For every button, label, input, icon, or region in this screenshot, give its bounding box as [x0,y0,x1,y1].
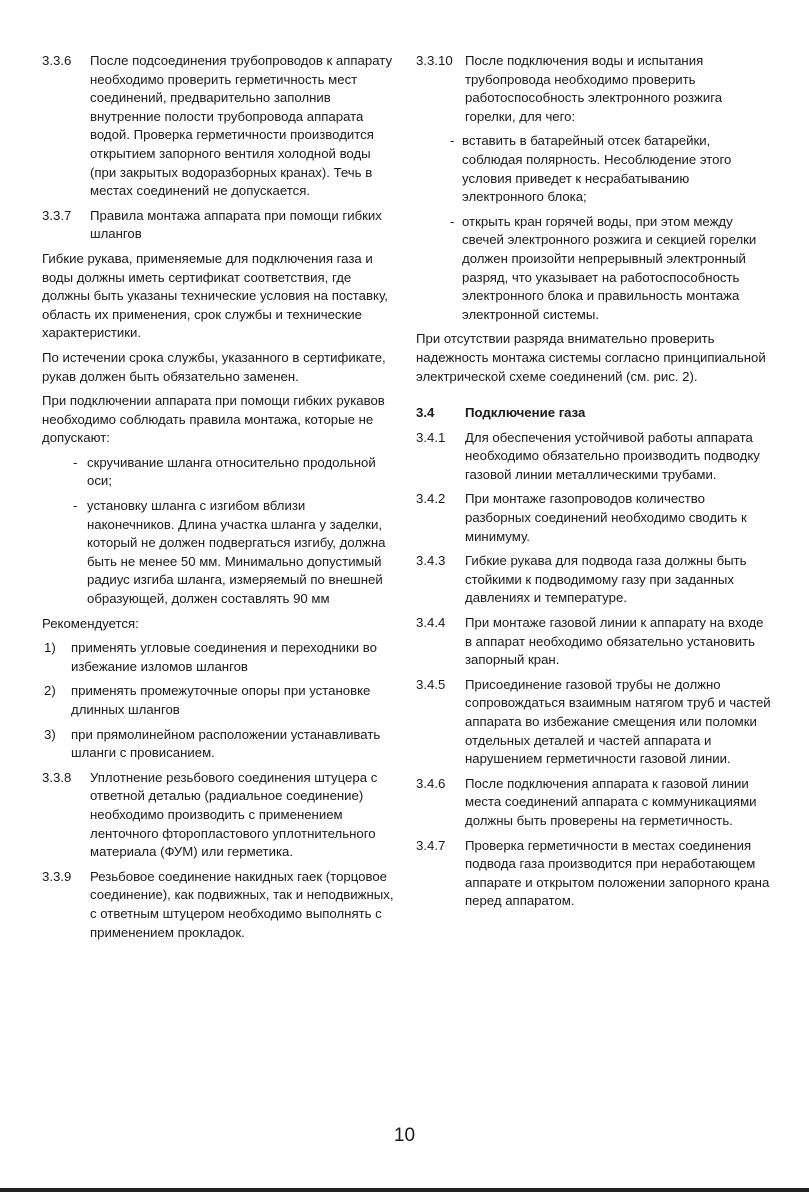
paragraph: По истечении срока службы, указанного в сертификате, рукав должен быть обязательно заменен. [42,349,386,384]
clause-3-3-6 [42,52,396,201]
bullet-text: скручивание шланга относительно продольной оси; [87,454,376,489]
clause-3-3-9 [42,868,396,942]
paragraph: Гибкие рукава, применяемые для подключения газа и воды должны иметь сертификат соответствия, где должны быть указаны технические условия на поставку, область их применения, срок службы и технические характеристики. [42,250,388,341]
clause-number: 3.3.9 [42,868,72,884]
clause-text: При монтаже газопроводов количество разборных соединений необходимо сводить к минимуму. [465,491,747,544]
clause-number: 3.4.3 [416,553,446,569]
section-number: 3.4 [416,405,435,421]
clause-number: 3.4.7 [416,837,446,853]
list-text: применять промежуточные опоры при установке длинных шлангов [71,683,371,717]
clause-number: 3.3.6 [42,53,72,68]
bullet-dash: - [73,498,78,514]
bullet-item [416,132,772,206]
list-text: при прямолинейном расположении устанавливать шланги с провисанием. [71,726,381,761]
bullet-item [42,497,396,609]
bullet-dash: - [450,133,455,149]
clause-3-4-3 [416,552,772,608]
clause-number: 3.4.6 [416,775,446,791]
paragraph: При отсутствии разряда внимательно проверить надежность монтажа системы согласно принципиальной электрической схеме соединений (см. рис. 2). [416,331,766,384]
clause-3-3-8 [42,769,396,862]
clause-text: При монтаже газовой линии к аппарату на входе в аппарат необходимо обязательно установить запорный кран. [465,615,764,668]
clause-3-4-1 [416,429,772,485]
clause-number: 3.3.7 [42,207,72,223]
bullet-item [416,213,772,325]
bullet-text: открыть кран горячей воды, при этом между свечей электронного розжига и секцией горелки должен произойти непрерывный электронный разряд, что указывает на работоспособность электронного блока и правильность монтажа электронной системы. [462,213,757,322]
clause-number: 3.4.2 [416,491,446,507]
paragraph: При подключении аппарата при помощи гибких рукавов необходимо соблюдать правила монтажа, которые не допускают: [42,393,385,446]
list-text: применять угловые соединения и переходники во избежание изломов шлангов [71,640,377,674]
clause-number: 3.4.4 [416,615,446,631]
section-title: Подключение газа [465,405,586,421]
section-heading [416,404,772,423]
right-column [416,52,772,917]
numbered-item [42,682,396,719]
bullet-dash: - [73,454,78,470]
bullet-text: установку шланга с изгибом вблизи наконечников. Длина участка шланга у заделки, который не должен подвергаться изгибу, должна быть не менее 50 мм. Минимально допустимый радиус изгиба шланга, измеряемый по внешней образующей, должен составлять 90 мм [87,498,386,607]
clause-number: 3.3.8 [42,769,72,785]
bullet-item [42,454,396,491]
clause-3-3-7 [42,207,396,244]
clause-text: После подключения аппарата к газовой линии места соединений аппарата с коммуникациями должны быть проверены на герметичность. [465,775,757,828]
bullet-text: вставить в батарейный отсек батарейки, соблюдая полярность. Несоблюдение этого условия приведет к несрабатыванию электронного блока; [462,133,732,205]
bottom-rule [0,1188,809,1192]
recommend-label: Рекомендуется: [42,615,139,631]
clause-number: 3.4.5 [416,676,446,692]
clause-text: Правила монтажа аппарата при помощи гибких шлангов [90,207,382,242]
clause-3-4-7 [416,837,772,911]
page-number: 10 [393,1125,416,1146]
list-number: 2) [44,683,56,699]
clause-text: После подключения воды и испытания трубопровода необходимо проверить работоспособность электронного розжига горелки, для чего: [465,53,723,124]
clause-text: Резьбовое соединение накидных гаек (торцовое соединение), как подвижных, так и неподвижных, с ответным штуцером необходимо выполнять с применением прокладок. [90,868,394,940]
clause-text: Проверка герметичности в местах соединения подвода газа производится при неработающем аппарате и открытом положении запорного крана перед аппаратом. [465,837,770,909]
clause-3-4-2 [416,490,772,546]
clause-3-4-5 [416,676,772,769]
clause-3-4-6 [416,775,772,831]
clause-text: После подсоединения трубопроводов к аппарату необходимо проверить герметичность мест соединений, предварительно заполнив внутренние полости трубопровода аппарата водой. Проверка герметичности производится открытием запорного вентиля холодной воды (при закрытых водоразборных кранах). Течь в местах соединений не допускается. [90,53,393,199]
list-number: 3) [44,726,56,742]
clause-text: Уплотнение резьбового соединения штуцера с ответной деталью (радиальное соединение) необходимо производить с применением ленточного фторопластового уплотнительного материала (ФУМ) или герметика. [90,769,378,860]
clause-number: 3.3.10 [416,53,453,68]
clause-text: Для обеспечения устойчивой работы аппарата необходимо обязательно производить подводку газовой линии металлическими трубами. [465,429,760,482]
clause-text: Присоединение газовой трубы не должно сопровождаться взаимным натягом труб и частей аппарата во избежание смещения или поломки отдельных деталей и частей аппарата и нарушением герметичности газовой линии. [465,676,771,767]
clause-text: Гибкие рукава для подвода газа должны быть стойкими к подводимому газу при заданных давлениях и температуре. [465,553,747,606]
clause-number: 3.4.1 [416,429,446,445]
bullet-dash: - [450,213,455,229]
left-column [42,52,396,948]
list-number: 1) [44,640,56,656]
numbered-item [42,639,396,676]
clause-3-3-10 [416,52,772,126]
numbered-item [42,726,396,763]
clause-3-4-4 [416,614,772,670]
